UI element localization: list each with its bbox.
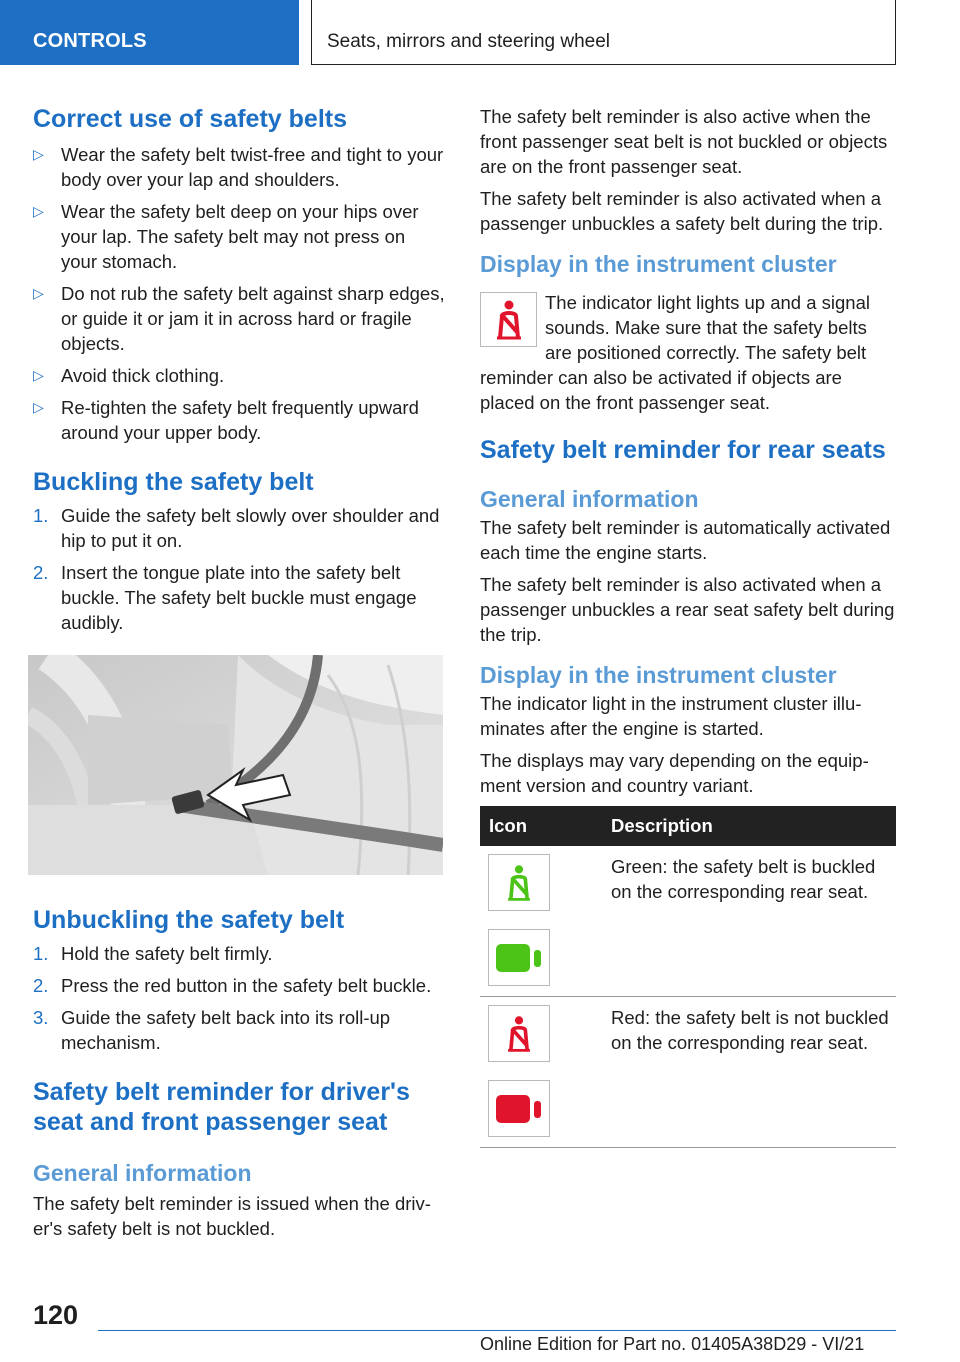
heading-reminder-rear: Safety belt reminder for rear seats — [480, 436, 886, 464]
reminder-unbuckle-text: The safety belt reminder is also activated when a passenger unbuckles a safety belt during the trip. — [480, 188, 884, 234]
correct-use-list — [33, 142, 445, 445]
table-row — [480, 997, 896, 1148]
col-header-description: Description — [602, 806, 896, 846]
heading-buckling: Buckling the safety belt — [33, 468, 314, 496]
heading-correct-use: Correct use of safety belts — [33, 105, 347, 133]
seat-occupied-red-icon — [488, 1080, 550, 1137]
table-row — [480, 846, 896, 997]
display2-text-1: The indicator light in the instrument cluster illuminates after the engine is started. — [480, 693, 862, 739]
seatbelt-warning-icon — [480, 292, 537, 347]
display2-text-2: The displays may vary depending on the equipment version and country variant. — [480, 750, 869, 796]
buckling-steps — [33, 503, 445, 635]
general2-text-1: The safety belt reminder is automatically activated each time the engine starts. — [480, 517, 891, 563]
display1-text-b: reminder can also be activated if objects are placed on the front passenger seat. — [480, 367, 842, 413]
list-item: ▷ Wear the safety belt twist-free and tight to your body over your lap and shoulders. — [33, 144, 444, 190]
left-column — [33, 100, 445, 642]
seat-belt-buckle-photo — [28, 655, 443, 875]
list-item: ▷ Avoid thick clothing. — [33, 365, 225, 386]
chapter-tab — [311, 0, 896, 65]
table-header-row — [480, 806, 896, 846]
heading-general-info: General information — [33, 1160, 252, 1186]
row-description: Green: the safety belt is buckled on the corresponding rear seat. — [602, 846, 896, 997]
step-item: 2. Insert the tongue plate into the safety belt buckle. The safety belt buckle must engage audibly. — [33, 562, 417, 633]
general2-text-2: The safety belt reminder is also activated when a passenger unbuckles a rear seat safety belt during the trip. — [480, 574, 895, 645]
triangle-bullet-icon: ▷ — [33, 399, 44, 415]
footer-divider — [98, 1330, 896, 1331]
heading-unbuckling: Unbuckling the safety belt — [33, 906, 345, 934]
heading-display-1: Display in the instrument cluster — [480, 251, 837, 277]
list-item: ▷ Wear the safety belt deep on your hips over your lap. The safety belt may not press on your stomach. — [33, 201, 419, 272]
reminder-passenger-text: The safety belt reminder is also active when the front passenger seat belt is not buckled or objects are on the front passenger seat. — [480, 106, 888, 177]
triangle-bullet-icon: ▷ — [33, 367, 44, 383]
triangle-bullet-icon: ▷ — [33, 146, 44, 162]
step-item: 1. Guide the safety belt slowly over shoulder and hip to put it on. — [33, 505, 440, 551]
seatbelt-green-icon — [488, 854, 550, 911]
edition-text: Online Edition for Part no. 01405A38D29 - VI/21 — [480, 1334, 865, 1354]
display1-text-a: The indicator light lights up and a signal sounds. Make sure that the safety belts are positioned correctly. The safety belt — [545, 292, 870, 363]
right-column — [480, 104, 896, 1148]
seatbelt-red-icon — [488, 1005, 550, 1062]
page-number: 120 — [33, 1300, 79, 1330]
triangle-bullet-icon: ▷ — [33, 203, 44, 219]
heading-display-2: Display in the instrument cluster — [480, 662, 837, 688]
step-item: 1. Hold the safety belt firmly. — [33, 943, 273, 964]
heading-general-info-2: General information — [480, 486, 699, 512]
step-item: 3. Guide the safety belt back into its roll-up mechanism. — [33, 1007, 391, 1053]
left-column-lower — [33, 905, 445, 1241]
section-title: CONTROLS — [33, 30, 147, 52]
chapter-title: Seats, mirrors and steering wheel — [327, 31, 611, 52]
heading-reminder-front: Safety belt reminder for driver's seat and front passenger seat — [33, 1078, 410, 1136]
row-description: Red: the safety belt is not buckled on the corresponding rear seat. — [602, 997, 896, 1148]
indicator-table — [480, 806, 896, 1148]
unbuckling-steps — [33, 941, 445, 1055]
section-tab — [0, 0, 299, 65]
display1-block — [480, 290, 896, 365]
list-item: ▷ Re-tighten the safety belt frequently upward around your upper body. — [33, 397, 419, 443]
triangle-bullet-icon: ▷ — [33, 285, 44, 301]
col-header-icon: Icon — [480, 806, 602, 846]
step-item: 2. Press the red button in the safety belt buckle. — [33, 975, 432, 996]
seat-occupied-green-icon — [488, 929, 550, 986]
list-item: ▷ Do not rub the safety belt against sharp edges, or guide it or jam it in across hard or fragile objects. — [33, 283, 445, 354]
general-info-text: The safety belt reminder is issued when the driver's safety belt is not buckled. — [33, 1193, 431, 1239]
